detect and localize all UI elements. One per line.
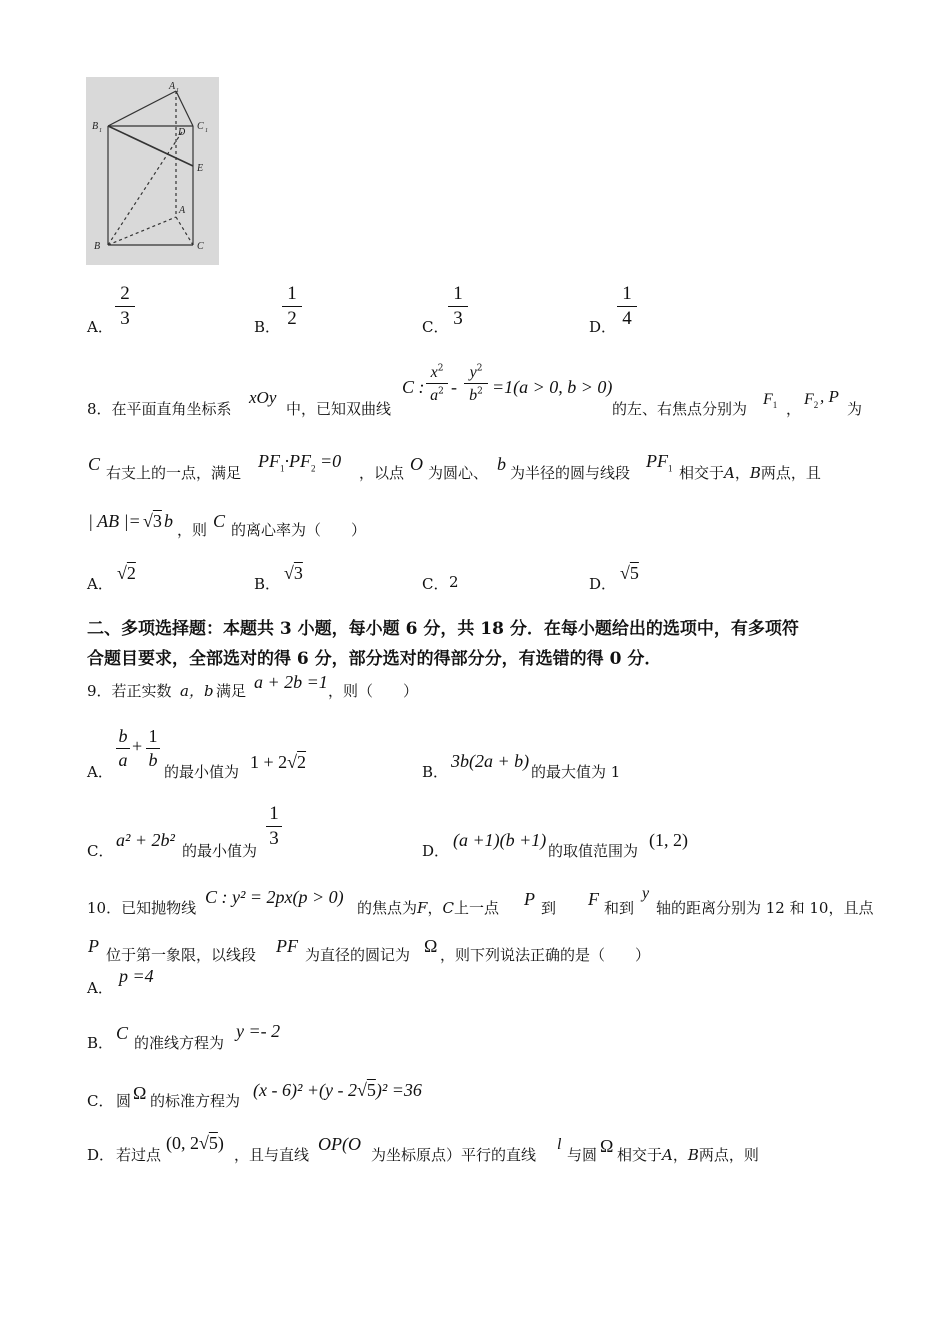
q9-option-a-label: A． — [87, 763, 113, 781]
q10-d-text-b: ，且与直线 — [234, 1146, 310, 1164]
prism-diagram — [86, 77, 219, 265]
q9-a-fraction-2 — [146, 726, 160, 771]
q8-stem-text-3: 的左、右焦点分别为 — [612, 400, 748, 418]
q8-line2-text: 右支上的一点，满足 — [106, 464, 242, 482]
q8-option-c-label: C． — [422, 575, 449, 593]
fraction-numerator: b — [118, 726, 128, 746]
q8-f1: $F_1$ — [763, 391, 778, 411]
q8-stem-text-4: 为 — [847, 400, 863, 418]
q8-option-a-value: √2 — [117, 563, 136, 583]
q9-c-text: 的最小值为 — [182, 842, 258, 860]
q9-ab: a，b — [180, 682, 214, 700]
q10-option-b-label: B． — [87, 1034, 114, 1052]
q10-line2-text-2: 为直径的圆记为 — [305, 946, 411, 964]
label-B1: B — [92, 121, 99, 132]
q9-a-value: 1 + 2√2 — [250, 752, 307, 772]
q9-constraint: a + 2b =1 — [254, 672, 328, 692]
q9-d-expr: (a +1)(b +1) — [453, 830, 547, 850]
q8-pf1: $PF_1$ — [646, 451, 673, 474]
q8-option-b-label: B． — [254, 575, 281, 593]
section-2-heading-line2: 合题目要求，全部选对的得 6 分，部分选对的得部分分，有选错的得 0 分． — [87, 649, 662, 669]
q10-line2-text: 位于第一象限，以线段 — [106, 946, 257, 964]
q8-option-c-value: 2 — [449, 573, 459, 591]
fraction-numerator: x — [430, 364, 438, 381]
fraction-numerator: y — [469, 364, 477, 381]
q8-stem-text: 8．在平面直角坐标系 — [87, 400, 232, 418]
q10-option-d-label: D． — [87, 1146, 115, 1164]
q10-p: P — [524, 889, 535, 909]
q7-option-a-label: A． — [87, 318, 113, 336]
q9-d-text: 的取值范围为 — [548, 842, 639, 860]
q10-c-text-a: 圆 — [116, 1092, 132, 1110]
q10-stem-2: 的焦点为F，C上一点 — [357, 899, 499, 917]
q10-stem-4: 和到 — [604, 899, 635, 917]
q8-equation: =1(a > 0, b > 0) — [492, 377, 613, 397]
q9-a-text: 的最小值为 — [164, 763, 240, 781]
q8-option-a-label: A． — [87, 575, 113, 593]
q8-option-d-value: √5 — [620, 563, 639, 583]
q8-c: C — [88, 454, 101, 474]
label-B: B — [94, 241, 101, 252]
q8-stem-text-2: 中，已知双曲线 — [286, 400, 392, 418]
q10-b-c: C — [116, 1023, 129, 1043]
q10-d-point: (0, 2√5) — [166, 1133, 224, 1153]
q8-hyperbola-c: C : — [402, 377, 425, 397]
q10-omega: Ω — [424, 936, 438, 956]
q8-b: b — [497, 454, 506, 474]
fraction-denominator: 3 — [269, 828, 279, 849]
fraction-denominator: 2 — [287, 308, 297, 329]
q8-xoy: xOy — [249, 388, 277, 407]
q10-d-text-a: 若过点 — [116, 1146, 162, 1164]
q8-option-d-label: D． — [589, 575, 617, 593]
q7-option-d-fraction — [617, 283, 637, 330]
q9-b-text: 的最大值为 1 — [531, 763, 621, 781]
q10-option-c-label: C． — [87, 1092, 114, 1110]
label-D: D — [178, 127, 186, 138]
q10-b-expr: y =- 2 — [236, 1021, 281, 1041]
label-E: E — [197, 163, 204, 174]
label-A: A — [179, 205, 186, 216]
q9-c-expr: a² + 2b² — [116, 830, 175, 850]
q10-line2-text-3: ，则下列说法正确的是（ ） — [440, 946, 651, 964]
q10-stem-5: 轴的距离分别为 12 和 10，且点 — [656, 899, 874, 917]
q9-option-b-label: B． — [422, 763, 449, 781]
q10-b-text: 的准线方程为 — [134, 1034, 225, 1052]
q9-stem-2: 满足 — [216, 682, 247, 700]
q7-option-a-fraction — [115, 283, 135, 330]
q8-line2-text-5: 相交于A，B两点，且 — [679, 464, 821, 482]
fraction-denominator: 4 — [622, 308, 632, 329]
q9-a-fraction-1 — [116, 726, 130, 771]
q9-c-fraction — [266, 803, 282, 850]
q9-b-expr: 3b(2a + b) — [451, 751, 530, 771]
label-A1: A — [169, 81, 176, 92]
q10-d-text-c: 为坐标原点）平行的直线 — [371, 1146, 537, 1164]
label-C: C — [197, 241, 204, 252]
q8-line2-text-3: 为圆心、 — [428, 464, 489, 482]
q8-sqrt3: √3 — [143, 511, 162, 531]
q8-line3-text: ，则 — [177, 521, 208, 539]
q7-option-b-label: B． — [254, 318, 281, 336]
label-C1: C — [197, 121, 204, 132]
q10-parabola: C : y² = 2px(p > 0) — [205, 887, 344, 907]
q10-p2: P — [88, 936, 99, 956]
q8-b2: b — [164, 511, 173, 531]
fraction-denominator: a — [118, 750, 128, 770]
fraction-denominator: b — [148, 750, 158, 770]
q10-d-text-e: 相交于A，B两点，则 — [617, 1146, 759, 1164]
label-C1-sub: 1 — [205, 128, 208, 134]
prism-figure — [86, 77, 219, 265]
q7-option-c-fraction — [448, 283, 468, 330]
q10-d-omega: Ω — [600, 1136, 614, 1156]
q9-option-c-label: C． — [87, 842, 114, 860]
fraction-numerator: 1 — [269, 803, 279, 824]
q8-line2-text-4: 为半径的圆与线段 — [510, 464, 631, 482]
fraction-numerator: 1 — [148, 726, 158, 746]
q8-line2-text-2: ，以点 — [359, 464, 405, 482]
q8-f2: $F_2$ — [804, 391, 819, 411]
q8-fraction-x2-a2: $x^2$ $a^2$ — [426, 362, 448, 405]
q8-line3-text-2: 的离心率为（ ） — [231, 521, 367, 539]
q7-option-b-fraction — [282, 283, 302, 330]
q9-d-value: (1, 2) — [649, 830, 688, 850]
label-B1-sub: 1 — [99, 128, 102, 134]
fraction-denominator: b — [469, 387, 478, 404]
q10-f: F — [588, 889, 599, 909]
fraction-numerator: 1 — [453, 283, 463, 304]
q7-option-c-label: C． — [422, 318, 449, 336]
section-2-heading-line1: 二、多项选择题：本题共 3 小题，每小题 6 分，共 18 分．在每小题给出的选项中，有多项符 — [87, 619, 799, 639]
q8-minus: - — [451, 377, 457, 397]
q10-c-text-b: 的标准方程为 — [150, 1092, 241, 1110]
q9-stem: 9．若正实数 — [87, 682, 172, 700]
fraction-numerator: 1 — [287, 283, 297, 304]
q8-o: O — [410, 454, 423, 474]
q9-option-d-label: D． — [422, 842, 450, 860]
q10-y: y — [642, 885, 650, 902]
q8-dot-product: $PF_1\cdot PF_2 =0$ — [258, 451, 342, 474]
q8-fraction-y2-b2: $y^2$ $b^2$ — [464, 362, 488, 405]
q8-p: , P — [820, 387, 839, 406]
q10-d-l: l — [557, 1136, 562, 1153]
q9-stem-3: ，则（ ） — [328, 682, 419, 700]
fraction-denominator: 3 — [120, 308, 130, 329]
fraction-numerator: 1 — [622, 283, 632, 304]
q8-sep: ， — [786, 400, 802, 418]
q7-option-d-label: D． — [589, 318, 617, 336]
fraction-denominator: a — [430, 387, 439, 404]
q8-ab-abs: | AB |= — [88, 511, 141, 531]
q10-a-expr: p =4 — [119, 966, 154, 986]
q10-pf: PF — [276, 936, 298, 956]
q9-a-plus: + — [132, 736, 143, 756]
q10-c-equation: (x - 6)² +(y - 2√5)² =36 — [253, 1080, 422, 1100]
fraction-denominator: 3 — [453, 308, 463, 329]
q10-d-op: OP(O — [318, 1134, 361, 1154]
q8-c2: C — [213, 511, 226, 531]
q10-d-text-d: 与圆 — [567, 1146, 598, 1164]
q8-option-b-value: √3 — [284, 563, 303, 583]
q10-stem-3: 到 — [541, 899, 557, 917]
label-A1-sub: 1 — [176, 88, 179, 94]
fraction-numerator: 2 — [120, 283, 130, 304]
q10-stem: 10．已知抛物线 — [87, 899, 197, 917]
q10-option-a-label: A． — [87, 979, 113, 997]
q10-c-omega: Ω — [133, 1083, 147, 1103]
